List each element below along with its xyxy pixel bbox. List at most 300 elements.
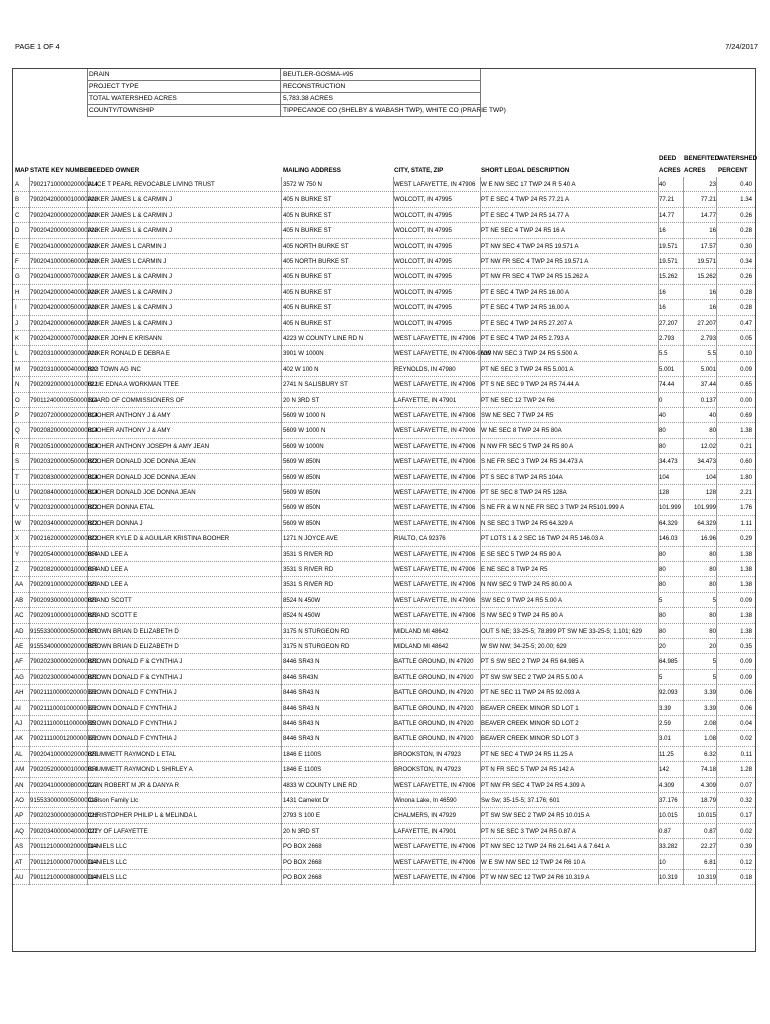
map-id-cell: AS <box>15 843 24 851</box>
deeded-owner-cell: BROWN BRIAN D ELIZABETH D <box>88 643 179 650</box>
watershed-percent-cell: 0.09 <box>740 658 752 666</box>
mailing-address-cell: 405 N BURKE ST <box>283 196 332 204</box>
deeded-owner-cell: BOOHER DONALD JOE DONNA JEAN <box>88 458 196 466</box>
watershed-percent-cell: 0.69 <box>740 412 752 419</box>
mailing-address-cell: 3175 N STURGEON RD <box>283 643 350 650</box>
deed-acres-cell: 5.001 <box>659 365 675 373</box>
mailing-address-cell: 402 W 100 N <box>283 365 319 373</box>
mailing-address-cell: 8446 SR43 N <box>283 735 320 743</box>
deeded-owner-cell: BRAND SCOTT <box>88 596 132 604</box>
benefited-acres-cell: 80 <box>709 627 716 635</box>
city-state-zip-cell: WEST LAFAYETTE, IN 47906 <box>394 473 476 481</box>
city-state-zip-cell: BATTLE GROUND, IN 47920 <box>394 735 474 743</box>
deeded-owner-cell: ALICE T PEARL REVOCABLE LIVING TRUST <box>88 181 215 188</box>
map-id-cell: B <box>15 196 20 204</box>
map-id-cell: Y <box>15 550 20 558</box>
benefited-acres-cell: 80 <box>709 427 716 435</box>
deed-acres-cell: 40 <box>659 412 666 419</box>
map-id-cell: G <box>15 273 20 281</box>
legal-description-cell: PT NE SEC 12 TWP 24 R6 <box>481 396 555 404</box>
city-state-zip-cell: WEST LAFAYETTE, IN 47906 <box>394 504 476 512</box>
legal-description-cell: PT NW SEC 4 TWP 24 R5 19.571 A <box>481 242 579 250</box>
city-state-zip-cell: WEST LAFAYETTE, IN 47906 <box>394 874 476 881</box>
watershed-percent-cell: 0.06 <box>740 704 752 712</box>
deed-acres-cell: 34.473 <box>659 458 678 466</box>
deed-acres-cell: 11.25 <box>659 750 674 758</box>
legal-description-cell: PT S NE SEC 9 TWP 24 R5 74.44 A <box>481 381 580 389</box>
table-row <box>13 254 755 269</box>
benefited-acres-cell: 64.329 <box>697 519 716 527</box>
deeded-owner-cell: BRAND LEE A <box>88 550 128 558</box>
watershed-percent-cell: 1.80 <box>740 473 752 481</box>
benefited-acres-cell: 3.39 <box>704 704 716 712</box>
mailing-address-cell: 2793 S 100 E <box>283 812 320 820</box>
legal-description-cell: PT NW SEC 12 TWP 24 R6 21.641 A & 7.641 A <box>481 843 610 851</box>
legal-description-cell: E SE SEC 5 TWP 24 R5 80 A <box>481 550 562 558</box>
legal-description-cell: BEAVER CREEK MINOR SD LOT 2 <box>481 720 579 727</box>
table-row <box>13 331 755 346</box>
deed-acres-cell: 0 <box>659 396 663 404</box>
city-state-zip-cell: WEST LAFAYETTE, IN 47906 <box>394 489 476 496</box>
state-key-cell: 79021710000020000014 <box>30 181 98 188</box>
deeded-owner-cell: CHRISTOPHER PHILIP L & MELINDA L <box>88 812 198 820</box>
map-id-cell: N <box>15 381 20 389</box>
deeded-owner-cell: BOARD OF COMMISSIONERS OF <box>88 396 185 404</box>
benefited-acres-cell: 22.27 <box>700 843 716 851</box>
page-header <box>12 41 758 53</box>
mailing-address-cell: 20 N 3RD ST <box>283 396 320 404</box>
watershed-percent-cell: 0.30 <box>740 242 752 250</box>
map-id-cell: AO <box>15 797 24 804</box>
state-key-cell: 79020410000020000022 <box>30 242 98 250</box>
benefited-acres-cell: 5.5 <box>707 350 716 358</box>
city-state-zip-cell: CHALMERS, IN 47929 <box>394 812 456 820</box>
state-key-cell: 79021110000020000022 <box>30 689 97 697</box>
mailing-address-cell: 4223 W COUNTY LINE RD N <box>283 335 364 342</box>
drain-info-row <box>13 105 755 117</box>
city-state-zip-cell: WEST LAFAYETTE, IN 47906 <box>394 181 476 188</box>
city-state-zip-cell: WOLCOTT, IN 47995 <box>394 258 452 265</box>
legal-description-cell: PT SE SEC 8 TWP 24 R5 128A <box>481 489 567 496</box>
mailing-address-cell: 5609 W 850N <box>283 473 321 481</box>
deed-acres-cell: 33.282 <box>659 843 678 851</box>
city-state-zip-cell: WEST LAFAYETTE, IN 47906 <box>394 843 476 851</box>
legal-description-cell: SW NE SEC 7 TWP 24 R5 <box>481 412 554 419</box>
benefited-acres-cell: 19.571 <box>697 258 716 265</box>
watershed-percent-cell: 0.28 <box>740 227 752 235</box>
map-id-cell: P <box>15 412 20 419</box>
table-row <box>13 470 755 485</box>
deeded-owner-cell: BROWN DONALD F & CYNTHIA J <box>88 673 183 681</box>
city-state-zip-cell: WOLCOTT, IN 47995 <box>394 196 452 204</box>
watershed-percent-cell: 0.39 <box>740 843 752 851</box>
deed-acres-cell: 74.44 <box>659 381 675 389</box>
state-key-cell: 79021110001200000022 <box>30 735 97 743</box>
watershed-percent-cell: 0.17 <box>740 812 752 820</box>
column-divider <box>480 177 481 885</box>
mailing-address-cell: 5609 W 850N <box>283 489 321 496</box>
state-key-cell: 91553300000050000015 <box>30 797 98 804</box>
table-row <box>13 824 755 839</box>
watershed-percent-cell: 1.76 <box>740 504 752 512</box>
watershed-percent-cell: 0.28 <box>740 288 752 296</box>
deed-acres-cell: 5 <box>659 673 663 681</box>
mailing-address-cell: PO BOX 2668 <box>283 874 322 881</box>
table-row <box>13 808 755 823</box>
deed-acres-cell: 3.39 <box>659 704 671 712</box>
deeded-owner-cell: BOOHER DONNA J <box>88 519 143 527</box>
mailing-address-cell: 405 NORTH BURKE ST <box>283 242 349 250</box>
city-state-zip-cell: WEST LAFAYETTE, IN 47906 <box>394 519 476 527</box>
watershed-percent-cell: 0.00 <box>740 396 752 404</box>
watershed-percent-cell: 0.26 <box>740 273 752 281</box>
deeded-owner-cell: BLUE EDNA A WORKMAN TTEE <box>88 381 179 389</box>
column-divider <box>393 177 394 885</box>
deed-acres-cell: 19.571 <box>659 242 678 250</box>
mailing-address-cell: 2741 N SALISBURY ST <box>283 381 348 389</box>
state-key-cell: 79020820000020000014 <box>30 427 98 435</box>
benefited-acres-cell: 15.262 <box>697 273 716 281</box>
map-id-cell: U <box>15 489 20 496</box>
watershed-percent-cell: 1.38 <box>740 427 752 435</box>
watershed-percent-cell: 0.10 <box>740 350 752 358</box>
table-row <box>13 439 755 454</box>
deeded-owner-cell: ANKER JAMES L & CARMIN J <box>88 319 173 327</box>
legal-description-cell: PT NE SEC 4 TWP 24 R5 11.25 A <box>481 750 574 758</box>
drain-info-value: RECONSTRUCTION <box>281 81 481 93</box>
report-date: 7/24/2017 <box>725 42 758 51</box>
state-key-cell: 79020420000010000022 <box>30 196 98 204</box>
deeded-owner-cell: BOOHER ANTHONY JOSEPH & AMY JEAN <box>88 442 210 450</box>
deeded-owner-cell: ANKER JAMES L CARMIN J <box>88 242 167 250</box>
deed-acres-cell: 27.207 <box>659 319 678 327</box>
benefited-acres-cell: 80 <box>709 581 716 589</box>
mailing-address-cell: 3531 S RIVER RD <box>283 581 334 589</box>
table-row <box>13 731 755 746</box>
map-id-cell: AU <box>15 874 24 881</box>
deed-acres-cell: 4.309 <box>659 781 675 789</box>
legal-description-cell: W NE SEC 8 TWP 24 R5 80A <box>481 427 562 435</box>
deeded-owner-cell: BROWN DONALD F CYNTHIA J <box>88 735 177 743</box>
city-state-zip-cell: LAFAYETTE, IN 47901 <box>394 396 457 404</box>
deed-acres-cell: 15.262 <box>659 273 678 281</box>
watershed-percent-cell: 1.38 <box>740 627 752 635</box>
table-row <box>13 624 755 639</box>
deed-acres-cell: 10.015 <box>659 812 678 820</box>
city-state-zip-cell: WEST LAFAYETTE, IN 47906 <box>394 412 476 419</box>
deed-acres-cell: 101.999 <box>659 504 682 512</box>
city-state-zip-cell: WEST LAFAYETTE, IN 47906 <box>394 442 476 450</box>
legal-description-cell: PT E SEC 4 TWP 24 R5 27.207 A <box>481 319 573 327</box>
table-row <box>13 500 755 515</box>
deeded-owner-cell: DANIELS LLC <box>88 874 127 881</box>
deeded-owner-cell: ANKER RONALD E DEBRA E <box>88 350 170 358</box>
city-state-zip-cell: WEST LAFAYETTE, IN 47906 <box>394 566 476 573</box>
benefited-acres-cell: 5 <box>712 673 716 681</box>
watershed-percent-cell: 0.11 <box>740 750 752 758</box>
state-key-cell: 79011210000070000014 <box>30 858 98 866</box>
column-divider <box>29 177 30 885</box>
mailing-address-cell: PO BOX 2668 <box>283 843 322 851</box>
legal-description-cell: PT W NW SEC 12 TWP 24 R6 10.319 A <box>481 874 590 881</box>
watershed-percent-cell: 1.38 <box>740 612 752 620</box>
legal-description-cell: S NE FR SEC 3 TWP 24 R5 34.473 A <box>481 458 584 466</box>
city-state-zip-cell: BATTLE GROUND, IN 47920 <box>394 658 474 666</box>
table-row <box>13 377 755 392</box>
table-row <box>13 454 755 469</box>
city-state-zip-cell: BATTLE GROUND, IN 47920 <box>394 673 474 681</box>
deed-acres-cell: 80 <box>659 442 666 450</box>
column-divider <box>683 177 684 885</box>
city-state-zip-cell: BATTLE GROUND, IN 47920 <box>394 704 474 712</box>
mailing-address-cell: 1431 Camelot Dr <box>283 797 330 804</box>
watershed-percent-cell: 1.38 <box>740 566 752 573</box>
benefited-acres-cell: 16 <box>709 304 716 312</box>
deed-acres-cell: 19.571 <box>659 258 678 265</box>
legal-description-cell: S NE FR & W N NE FR SEC 3 TWP 24 R5101.999 A <box>481 504 625 512</box>
state-key-cell: 91553400000020000015 <box>30 643 98 650</box>
drain-info-row <box>13 69 755 81</box>
map-id-cell: R <box>15 442 20 450</box>
benefited-acres-cell: 80 <box>709 566 716 573</box>
state-key-cell: 79020520000010000014 <box>30 766 98 774</box>
drain-info-value: 5,783.38 ACRES <box>281 93 481 105</box>
legal-description-cell: NW NW SEC 3 TWP 24 R5 5.500 A <box>481 350 578 358</box>
legal-description-cell: W E NW SEC 17 TWP 24 R 5 40 A <box>481 181 576 188</box>
deeded-owner-cell: DANIELS LLC <box>88 843 127 851</box>
city-state-zip-cell: WEST LAFAYETTE, IN 47906 <box>394 550 476 558</box>
drain-info-row <box>13 93 755 105</box>
state-key-cell: 79020320000050000022 <box>30 458 98 466</box>
deeded-owner-cell: ANKER JAMES L & CARMIN J <box>88 211 173 219</box>
watershed-percent-cell: 0.60 <box>740 458 752 466</box>
table-row <box>13 762 755 777</box>
watershed-percent-cell: 0.06 <box>740 689 752 697</box>
watershed-percent-cell: 0.28 <box>740 304 752 312</box>
mailing-address-cell: 5609 W 1000N <box>283 442 324 450</box>
watershed-percent-cell: 0.40 <box>740 181 752 188</box>
mailing-address-cell: 20 N 3RD ST <box>283 827 320 835</box>
legal-description-cell: PT NW FR SEC 4 TWP 24 R5 19.571 A <box>481 258 589 265</box>
mailing-address-cell: PO BOX 2668 <box>283 858 322 866</box>
state-key-cell: 79020340000040000022 <box>30 827 98 835</box>
city-state-zip-cell: Winona Lake, In 46590 <box>394 797 457 804</box>
map-id-cell: E <box>15 242 20 250</box>
table-row <box>13 208 755 223</box>
drain-info-label: TOTAL WATERSHED ACRES <box>87 93 281 105</box>
column-divider <box>87 177 88 885</box>
state-key-cell: 79020410000080000022 <box>30 781 98 789</box>
watershed-percent-cell: 0.07 <box>740 781 752 789</box>
state-key-cell: 79020230000040000022 <box>30 673 98 681</box>
watershed-percent-cell: 1.34 <box>740 196 752 204</box>
map-id-cell: AD <box>15 627 24 635</box>
table-row <box>13 839 755 854</box>
table-row <box>13 346 755 361</box>
deeded-owner-cell: ANKER JOHN E KRISANN <box>88 335 162 342</box>
table-row <box>13 316 755 331</box>
city-state-zip-cell: BROOKSTON, IN 47923 <box>394 750 461 758</box>
table-row <box>13 269 755 284</box>
city-state-zip-cell: BATTLE GROUND, IN 47920 <box>394 720 474 727</box>
table-row <box>13 300 755 315</box>
benefited-acres-cell: 77.21 <box>700 196 716 204</box>
table-row <box>13 423 755 438</box>
legal-description-cell: PT E SEC 4 TWP 24 R5 16.00 A <box>481 288 570 296</box>
map-id-cell: AF <box>15 658 23 666</box>
city-state-zip-cell: WEST LAFAYETTE, IN 47906 <box>394 458 476 466</box>
state-key-cell: 79020920000010000022 <box>30 381 98 389</box>
state-key-cell: 79020420000060000022 <box>30 319 98 327</box>
watershed-percent-cell: 0.29 <box>740 535 752 543</box>
deed-acres-cell: 80 <box>659 612 666 620</box>
city-state-zip-cell: WOLCOTT, IN 47995 <box>394 304 452 312</box>
map-id-cell: AC <box>15 612 24 620</box>
legal-description-cell: PT E SEC 4 TWP 24 R5 14.77 A <box>481 211 570 219</box>
col-state-key: STATE KEY NUMBER <box>30 167 93 174</box>
watershed-percent-cell: 0.18 <box>740 874 752 881</box>
drain-info-row <box>13 81 755 93</box>
map-id-cell: T <box>15 473 19 481</box>
benefited-acres-cell: 18.79 <box>700 797 716 804</box>
mailing-address-cell: 405 N BURKE ST <box>283 227 332 235</box>
watershed-percent-cell: 0.34 <box>740 258 752 265</box>
state-key-cell: 79020310000040000022 <box>30 365 98 373</box>
deed-acres-cell: 77.21 <box>659 196 675 204</box>
deeded-owner-cell: ANKER JAMES L & CARMIN J <box>88 304 173 312</box>
legal-description-cell: PT E SEC 4 TWP 24 R5 16.00 A <box>481 304 570 312</box>
watershed-percent-cell: 0.21 <box>740 442 752 450</box>
state-key-cell: 79020910000020000022 <box>30 581 98 589</box>
map-id-cell: M <box>15 365 21 373</box>
benefited-acres-cell: 14.77 <box>700 211 716 219</box>
watershed-percent-cell: 1.38 <box>740 550 752 558</box>
city-state-zip-cell: LAFAYETTE, IN 47901 <box>394 827 457 835</box>
table-row <box>13 177 755 192</box>
table-row <box>13 855 755 870</box>
state-key-cell: 79011210000020000014 <box>30 843 98 851</box>
table-row <box>13 192 755 207</box>
state-key-cell: 79020340000020000022 <box>30 519 98 527</box>
benefited-acres-cell: 23 <box>709 181 716 188</box>
header-row-top <box>13 153 758 165</box>
benefited-acres-cell: 4.309 <box>700 781 716 789</box>
legal-description-cell: PT N SE SEC 3 TWP 24 R5 0.87 A <box>481 827 576 835</box>
col-benefited-top: BENEFITED <box>684 155 720 162</box>
mailing-address-cell: 3531 S RIVER RD <box>283 550 334 558</box>
benefited-acres-cell: 37.44 <box>700 381 716 389</box>
deed-acres-cell: 2.793 <box>659 335 675 342</box>
map-id-cell: AK <box>15 735 24 743</box>
benefited-acres-cell: 10.319 <box>697 874 716 881</box>
benefited-acres-cell: 16 <box>709 227 716 235</box>
legal-description-cell: Sw Sw; 35-15-5; 37.176; 601 <box>481 797 560 804</box>
benefited-acres-cell: 6.32 <box>704 750 716 758</box>
deeded-owner-cell: BRUMMETT RAYMOND L SHIRLEY A <box>88 766 193 774</box>
deed-acres-cell: 142 <box>659 766 670 774</box>
benefited-acres-cell: 5 <box>712 596 716 604</box>
deeded-owner-cell: BRAND LEE A <box>88 566 128 573</box>
table-row <box>13 654 755 669</box>
map-id-cell: D <box>15 227 20 235</box>
map-id-cell: AM <box>15 766 25 774</box>
state-key-cell: 79020910000010000022 <box>30 612 98 620</box>
benefited-acres-cell: 16 <box>709 288 716 296</box>
col-city: CITY, STATE, ZIP <box>394 167 444 174</box>
legal-description-cell: BEAVER CREEK MINOR SD LOT 1 <box>481 704 579 712</box>
deeded-owner-cell: BIO TOWN AG INC <box>88 365 141 373</box>
mailing-address-cell: 8446 SR43 N <box>283 689 320 697</box>
watershed-percent-cell: 0.09 <box>740 673 752 681</box>
watershed-percent-cell: 0.26 <box>740 211 752 219</box>
benefited-acres-cell: 2.08 <box>704 720 716 727</box>
mailing-address-cell: 8446 SR43 N <box>283 704 320 712</box>
map-id-cell: C <box>15 211 20 219</box>
mailing-address-cell: 5609 W 850N <box>283 458 321 466</box>
city-state-zip-cell: MIDLAND MI 48642 <box>394 643 449 650</box>
legal-description-cell: PT LOTS 1 & 2 SEC 16 TWP 24 R5 146.03 A <box>481 535 604 543</box>
deed-acres-cell: 2.59 <box>659 720 671 727</box>
deed-acres-cell: 5.5 <box>659 350 668 358</box>
state-key-cell: 79020840000010000014 <box>30 489 98 496</box>
legal-description-cell: OUT S NE; 33-25-5; 78.899 PT SW NE 33-25-5; 1.101; 629 <box>481 627 643 635</box>
map-id-cell: AA <box>15 581 24 589</box>
city-state-zip-cell: BATTLE GROUND, IN 47920 <box>394 689 474 697</box>
legal-description-cell: PT NE SEC 4 TWP 24 R5 16 A <box>481 227 565 235</box>
deed-acres-cell: 92.093 <box>659 689 678 697</box>
deed-acres-cell: 20 <box>659 643 666 650</box>
map-id-cell: Z <box>15 566 19 573</box>
drain-info-value: BEUTLER-GOSMA-#95 <box>281 69 481 81</box>
deeded-owner-cell: BROWN DONALD F & CYNTHIA J <box>88 658 183 666</box>
deed-acres-cell: 80 <box>659 627 666 635</box>
benefited-acres-cell: 80 <box>709 612 716 620</box>
mailing-address-cell: 405 N BURKE ST <box>283 304 332 312</box>
deed-acres-cell: 80 <box>659 427 666 435</box>
legal-description-cell: SW SEC 9 TWP 24 R5 5.00 A <box>481 596 563 604</box>
city-state-zip-cell: WEST LAFAYETTE, IN 47906 <box>394 335 476 342</box>
city-state-zip-cell: WOLCOTT, IN 47995 <box>394 288 452 296</box>
deed-acres-cell: 3.01 <box>659 735 671 743</box>
deeded-owner-cell: BOOHER ANTHONY J & AMY <box>88 427 171 435</box>
watershed-percent-cell: 1.28 <box>740 766 752 774</box>
benefited-acres-cell: 6.81 <box>704 858 716 866</box>
deeded-owner-cell: CAIN ROBERT M JR & DANYA R <box>88 781 180 789</box>
col-watershed: PERCENT <box>718 167 748 174</box>
deed-acres-cell: 64.985 <box>659 658 678 666</box>
benefited-acres-cell: 128 <box>705 489 716 496</box>
deeded-owner-cell: BROWN BRIAN D ELIZABETH D <box>88 627 179 635</box>
table-row <box>13 778 755 793</box>
page-number: PAGE 1 OF 4 <box>15 42 60 51</box>
column-divider <box>281 177 282 885</box>
watershed-percent-cell: 0.35 <box>740 643 752 650</box>
col-acres-top: DEED <box>659 155 677 162</box>
deeded-owner-cell: BOOHER DONALD JOE DONNA JEAN <box>88 473 196 481</box>
table-row <box>13 547 755 562</box>
deed-acres-cell: 146.03 <box>659 535 678 543</box>
map-id-cell: AT <box>15 858 23 866</box>
watershed-percent-cell: 2.21 <box>740 489 752 496</box>
mailing-address-cell: 3175 N STURGEON RD <box>283 627 350 635</box>
map-id-cell: A <box>15 181 20 188</box>
deed-acres-cell: 80 <box>659 581 666 589</box>
mailing-address-cell: 5609 W 850N <box>283 504 321 512</box>
benefited-acres-cell: 0.87 <box>704 827 716 835</box>
table-row <box>13 870 755 885</box>
benefited-acres-cell: 12.02 <box>700 442 716 450</box>
deeded-owner-cell: BOOHER KYLE D & AGUILAR KRISTINA BOOHER <box>88 535 230 543</box>
